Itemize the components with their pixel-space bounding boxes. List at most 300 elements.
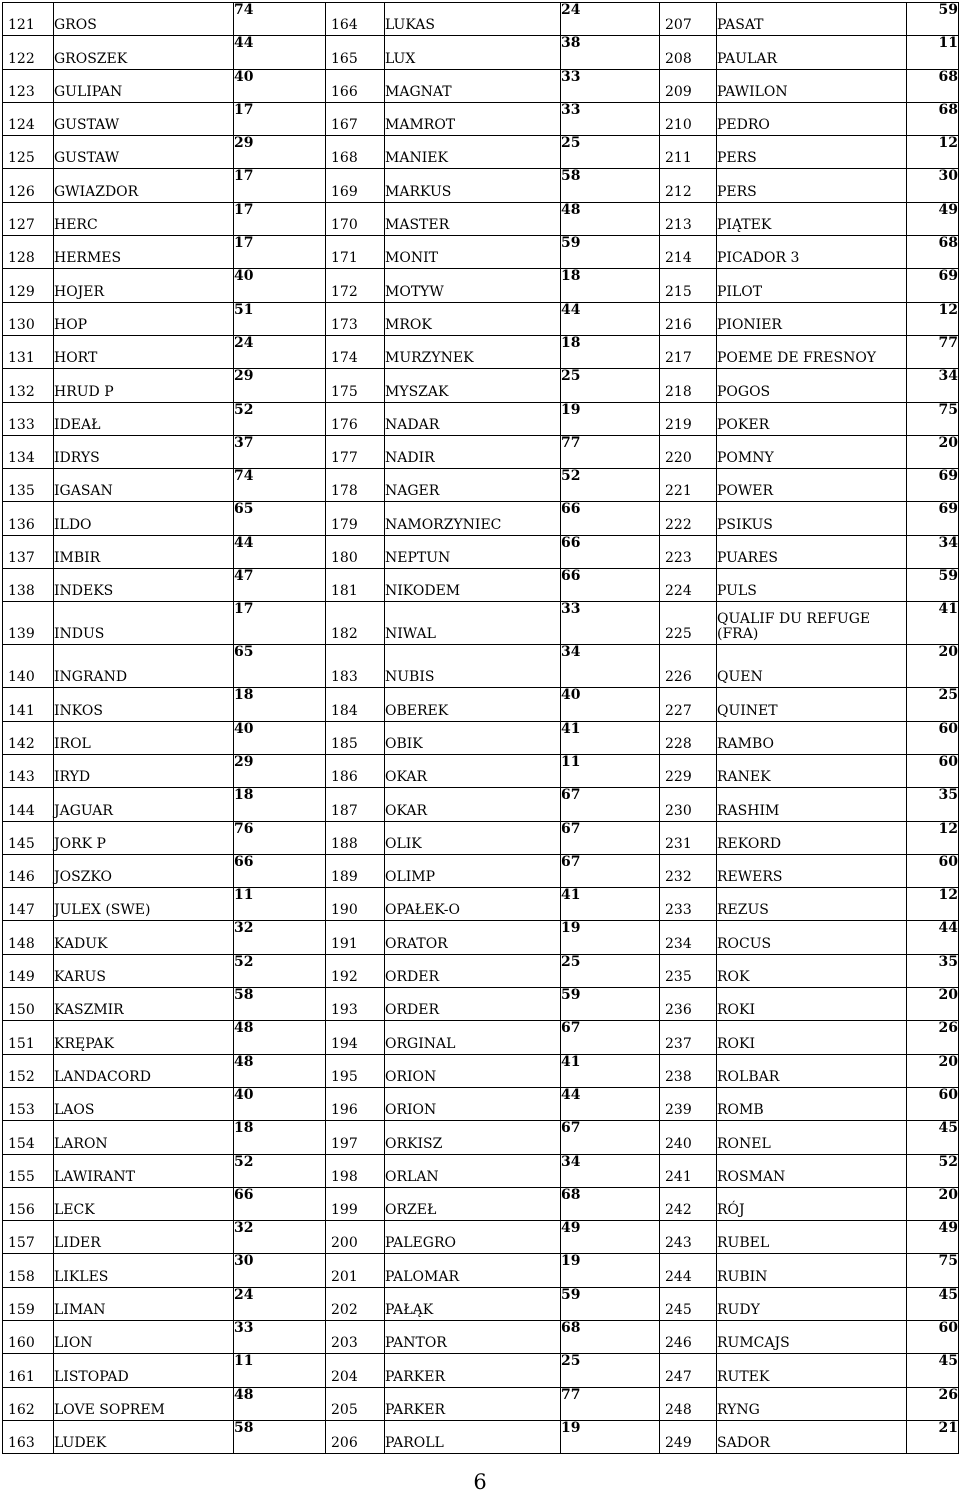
entry-score: 67 [561, 788, 660, 821]
entry-number: 163 [3, 1420, 54, 1453]
entry-score: 20 [907, 1054, 959, 1087]
entry-number: 161 [3, 1354, 54, 1387]
entry-score: 12 [907, 888, 959, 921]
entry-name: KARUS [54, 954, 234, 987]
entry-name: GULIPAN [54, 69, 234, 102]
entry-name: ROKI [717, 988, 907, 1021]
entry-name: OBEREK [385, 688, 561, 721]
entry-score: 41 [561, 888, 660, 921]
entry-score: 75 [907, 1254, 959, 1287]
entry-number: 142 [3, 721, 54, 754]
entry-number: 240 [660, 1121, 717, 1154]
entry-number: 213 [660, 202, 717, 235]
table-row [3, 645, 959, 688]
entry-name: LIMAN [54, 1287, 234, 1320]
entry-name: HOJER [54, 269, 234, 302]
entry-name: RUBIN [717, 1254, 907, 1287]
entry-number: 174 [326, 335, 385, 368]
entry-number: 220 [660, 435, 717, 468]
entry-name: LAOS [54, 1087, 234, 1120]
table-row [3, 1354, 959, 1387]
entry-name: LECK [54, 1187, 234, 1220]
entry-score: 48 [234, 1054, 326, 1087]
entry-name: OLIMP [385, 854, 561, 887]
table-row [3, 302, 959, 335]
table-row [3, 921, 959, 954]
entry-score: 44 [561, 302, 660, 335]
entry-name: LUDEK [54, 1420, 234, 1453]
entry-name: JOSZKO [54, 854, 234, 887]
entry-score: 19 [561, 921, 660, 954]
entry-score: 66 [234, 1187, 326, 1220]
entry-name: PERS [717, 136, 907, 169]
entry-score: 11 [907, 36, 959, 69]
entry-number: 128 [3, 236, 54, 269]
entry-name: RYNG [717, 1387, 907, 1420]
table-row [3, 502, 959, 535]
entry-score: 25 [561, 1354, 660, 1387]
entry-score: 25 [561, 136, 660, 169]
table-row [3, 236, 959, 269]
entry-score: 26 [907, 1387, 959, 1420]
entry-number: 170 [326, 202, 385, 235]
table-row [3, 1187, 959, 1220]
entry-score: 19 [561, 1254, 660, 1287]
entry-number: 219 [660, 402, 717, 435]
entry-number: 147 [3, 888, 54, 921]
entry-name: IRYD [54, 754, 234, 787]
entry-name: REKORD [717, 821, 907, 854]
entry-score: 75 [907, 402, 959, 435]
entry-number: 181 [326, 569, 385, 602]
entry-score: 17 [234, 169, 326, 202]
entry-score: 49 [907, 1221, 959, 1254]
entry-number: 177 [326, 435, 385, 468]
entry-name: POGOS [717, 369, 907, 402]
entry-number: 126 [3, 169, 54, 202]
entry-number: 208 [660, 36, 717, 69]
entry-name: IDRYS [54, 435, 234, 468]
entry-number: 165 [326, 36, 385, 69]
table-row [3, 1320, 959, 1353]
entry-number: 236 [660, 988, 717, 1021]
entry-number: 201 [326, 1254, 385, 1287]
entry-score: 25 [561, 954, 660, 987]
entry-name: PARKER [385, 1387, 561, 1420]
entry-number: 197 [326, 1121, 385, 1154]
entry-number: 221 [660, 469, 717, 502]
table-row [3, 821, 959, 854]
entry-score: 60 [907, 754, 959, 787]
entry-number: 183 [326, 645, 385, 688]
entry-name: RUBEL [717, 1221, 907, 1254]
entry-score: 11 [234, 888, 326, 921]
entry-score: 18 [561, 335, 660, 368]
table-row [3, 1154, 959, 1187]
entry-number: 228 [660, 721, 717, 754]
entry-score: 66 [561, 502, 660, 535]
entry-score: 12 [907, 302, 959, 335]
entry-number: 123 [3, 69, 54, 102]
entry-number: 216 [660, 302, 717, 335]
entry-name: ORION [385, 1054, 561, 1087]
entry-name: LOVE SOPREM [54, 1387, 234, 1420]
entry-score: 35 [907, 954, 959, 987]
page-number: 6 [473, 1470, 487, 1494]
entry-number: 212 [660, 169, 717, 202]
entry-number: 234 [660, 921, 717, 954]
entry-name: ORDER [385, 988, 561, 1021]
entry-name: POMNY [717, 435, 907, 468]
entry-score: 19 [561, 402, 660, 435]
entry-score: 52 [907, 1154, 959, 1187]
table-row [3, 1387, 959, 1420]
table-row [3, 854, 959, 887]
entry-name: LUKAS [385, 3, 561, 36]
entry-name: MONIT [385, 236, 561, 269]
table-row [3, 721, 959, 754]
table-row [3, 688, 959, 721]
entry-number: 243 [660, 1221, 717, 1254]
entry-number: 233 [660, 888, 717, 921]
table-row [3, 602, 959, 645]
entry-number: 166 [326, 69, 385, 102]
entry-number: 121 [3, 3, 54, 36]
entry-score: 20 [907, 988, 959, 1021]
entry-name: ORKISZ [385, 1121, 561, 1154]
entry-score: 58 [561, 169, 660, 202]
entry-number: 249 [660, 1420, 717, 1453]
entry-number: 162 [3, 1387, 54, 1420]
table-row [3, 369, 959, 402]
table-row [3, 3, 959, 36]
entry-number: 237 [660, 1021, 717, 1054]
entry-name: ROMB [717, 1087, 907, 1120]
entry-number: 204 [326, 1354, 385, 1387]
entry-number: 187 [326, 788, 385, 821]
table-row [3, 69, 959, 102]
entry-score: 33 [561, 69, 660, 102]
table-row [3, 1254, 959, 1287]
entry-name: KADUK [54, 921, 234, 954]
entry-number: 230 [660, 788, 717, 821]
entry-score: 33 [561, 102, 660, 135]
entry-name: PANTOR [385, 1320, 561, 1353]
entry-number: 155 [3, 1154, 54, 1187]
table-row [3, 1054, 959, 1087]
table-row [3, 569, 959, 602]
entry-name: OLIK [385, 821, 561, 854]
entry-score: 45 [907, 1287, 959, 1320]
entry-number: 153 [3, 1087, 54, 1120]
entry-number: 199 [326, 1187, 385, 1220]
entry-score: 40 [234, 1087, 326, 1120]
entry-name: PEDRO [717, 102, 907, 135]
entry-number: 244 [660, 1254, 717, 1287]
entry-score: 67 [561, 1121, 660, 1154]
entry-name: MANIEK [385, 136, 561, 169]
entry-name: LION [54, 1320, 234, 1353]
entry-name: HRUD P [54, 369, 234, 402]
entry-score: 68 [907, 69, 959, 102]
table-row [3, 1221, 959, 1254]
entry-score: 20 [907, 435, 959, 468]
entry-score: 44 [907, 921, 959, 954]
entry-score: 40 [234, 721, 326, 754]
entry-number: 136 [3, 502, 54, 535]
entry-score: 59 [561, 988, 660, 1021]
entry-number: 215 [660, 269, 717, 302]
entry-number: 247 [660, 1354, 717, 1387]
entry-score: 67 [561, 854, 660, 887]
entry-score: 59 [561, 1287, 660, 1320]
entry-score: 60 [907, 1320, 959, 1353]
entry-name: ROKI [717, 1021, 907, 1054]
entry-number: 173 [326, 302, 385, 335]
entry-score: 77 [561, 1387, 660, 1420]
entry-score: 32 [234, 1221, 326, 1254]
entry-score: 49 [561, 1221, 660, 1254]
entry-score: 24 [234, 1287, 326, 1320]
entry-score: 25 [561, 369, 660, 402]
entry-number: 205 [326, 1387, 385, 1420]
entry-name: LIDER [54, 1221, 234, 1254]
entry-score: 60 [907, 1087, 959, 1120]
entry-number: 146 [3, 854, 54, 887]
table-row [3, 469, 959, 502]
entry-name: INDEKS [54, 569, 234, 602]
entry-number: 144 [3, 788, 54, 821]
entry-score: 19 [561, 1420, 660, 1453]
entry-score: 24 [561, 3, 660, 36]
entry-number: 198 [326, 1154, 385, 1187]
entry-score: 33 [234, 1320, 326, 1353]
entry-name: PALOMAR [385, 1254, 561, 1287]
entry-name: HERC [54, 202, 234, 235]
table-row [3, 402, 959, 435]
entry-name: REZUS [717, 888, 907, 921]
entry-score: 67 [561, 1021, 660, 1054]
entry-score: 30 [907, 169, 959, 202]
entry-score: 66 [234, 854, 326, 887]
entry-name: MYSZAK [385, 369, 561, 402]
entry-number: 231 [660, 821, 717, 854]
entry-score: 69 [907, 469, 959, 502]
entry-name: NAGER [385, 469, 561, 502]
entry-name: OBIK [385, 721, 561, 754]
entry-number: 190 [326, 888, 385, 921]
entry-score: 29 [234, 754, 326, 787]
table-row [3, 988, 959, 1021]
entry-score: 18 [234, 688, 326, 721]
table-row [3, 1021, 959, 1054]
table-row [3, 1121, 959, 1154]
entry-name: KASZMIR [54, 988, 234, 1021]
entry-name: QUINET [717, 688, 907, 721]
table-row [3, 788, 959, 821]
entry-score: 66 [561, 535, 660, 568]
table-row [3, 102, 959, 135]
entry-score: 44 [234, 535, 326, 568]
entry-number: 246 [660, 1320, 717, 1353]
entry-score: 24 [234, 335, 326, 368]
entry-score: 68 [561, 1187, 660, 1220]
entry-score: 58 [234, 988, 326, 1021]
entry-name: PERS [717, 169, 907, 202]
entry-name: RASHIM [717, 788, 907, 821]
entry-score: 52 [561, 469, 660, 502]
entry-number: 134 [3, 435, 54, 468]
table-row [3, 1287, 959, 1320]
entry-name: MARKUS [385, 169, 561, 202]
entry-score: 74 [234, 3, 326, 36]
entry-score: 12 [907, 821, 959, 854]
entry-score: 32 [234, 921, 326, 954]
entry-name: LIKLES [54, 1254, 234, 1287]
entry-name: PUARES [717, 535, 907, 568]
entry-name: NEPTUN [385, 535, 561, 568]
entry-name: ORATOR [385, 921, 561, 954]
entry-name: RANEK [717, 754, 907, 787]
entry-score: 69 [907, 269, 959, 302]
entry-number: 151 [3, 1021, 54, 1054]
entry-number: 127 [3, 202, 54, 235]
entry-score: 20 [907, 1187, 959, 1220]
entry-score: 41 [561, 721, 660, 754]
entry-score: 40 [234, 69, 326, 102]
entry-name: OKAR [385, 754, 561, 787]
entry-number: 160 [3, 1320, 54, 1353]
entry-name: IMBIR [54, 535, 234, 568]
entry-score: 44 [561, 1087, 660, 1120]
entry-number: 184 [326, 688, 385, 721]
entry-score: 17 [234, 236, 326, 269]
entry-score: 52 [234, 1154, 326, 1187]
table-row [3, 535, 959, 568]
entry-name: PARKER [385, 1354, 561, 1387]
entry-number: 150 [3, 988, 54, 1021]
entry-name: LANDACORD [54, 1054, 234, 1087]
entry-score: 35 [907, 788, 959, 821]
entry-name: LUX [385, 36, 561, 69]
entry-name: LISTOPAD [54, 1354, 234, 1387]
entry-number: 186 [326, 754, 385, 787]
entry-score: 17 [234, 602, 326, 645]
entry-name: NIWAL [385, 602, 561, 645]
entry-number: 245 [660, 1287, 717, 1320]
entry-name: OPAŁEK-O [385, 888, 561, 921]
entry-score: 40 [561, 688, 660, 721]
entry-number: 223 [660, 535, 717, 568]
entry-name: IROL [54, 721, 234, 754]
entry-name: PAWILON [717, 69, 907, 102]
entry-number: 248 [660, 1387, 717, 1420]
entry-name: MOTYW [385, 269, 561, 302]
entry-score: 44 [234, 36, 326, 69]
entry-score: 34 [561, 1154, 660, 1187]
entry-score: 25 [907, 688, 959, 721]
entry-number: 222 [660, 502, 717, 535]
entry-score: 33 [561, 602, 660, 645]
entry-score: 11 [234, 1354, 326, 1387]
entry-number: 195 [326, 1054, 385, 1087]
entry-name: POEME DE FRESNOY [717, 335, 907, 368]
entry-score: 68 [907, 102, 959, 135]
entry-number: 159 [3, 1287, 54, 1320]
entry-name: ORION [385, 1087, 561, 1120]
entry-name: GROSZEK [54, 36, 234, 69]
entry-score: 17 [234, 102, 326, 135]
entry-score: 48 [234, 1021, 326, 1054]
entry-score: 26 [907, 1021, 959, 1054]
entry-name: PICADOR 3 [717, 236, 907, 269]
entry-number: 141 [3, 688, 54, 721]
entry-score: 51 [234, 302, 326, 335]
entry-score: 18 [234, 1121, 326, 1154]
entry-number: 135 [3, 469, 54, 502]
entry-name: ROCUS [717, 921, 907, 954]
entry-number: 224 [660, 569, 717, 602]
entry-number: 171 [326, 236, 385, 269]
entry-score: 68 [907, 236, 959, 269]
entry-name: RÓJ [717, 1187, 907, 1220]
entry-name: POKER [717, 402, 907, 435]
entry-score: 20 [907, 645, 959, 688]
entry-number: 122 [3, 36, 54, 69]
entry-number: 207 [660, 3, 717, 36]
entry-name: MAGNAT [385, 69, 561, 102]
entry-number: 189 [326, 854, 385, 887]
entry-number: 200 [326, 1221, 385, 1254]
entry-score: 74 [234, 469, 326, 502]
table-row [3, 36, 959, 69]
entry-number: 175 [326, 369, 385, 402]
entry-number: 158 [3, 1254, 54, 1287]
entry-name: MAMROT [385, 102, 561, 135]
entry-number: 139 [3, 602, 54, 645]
entry-score: 18 [561, 269, 660, 302]
entry-number: 185 [326, 721, 385, 754]
table-row [3, 1087, 959, 1120]
entry-number: 227 [660, 688, 717, 721]
entry-number: 156 [3, 1187, 54, 1220]
register-table [2, 2, 959, 1454]
entry-number: 241 [660, 1154, 717, 1187]
entry-number: 145 [3, 821, 54, 854]
entry-name: PSIKUS [717, 502, 907, 535]
entry-name: PIĄTEK [717, 202, 907, 235]
entry-name: RONEL [717, 1121, 907, 1154]
entry-score: 65 [234, 502, 326, 535]
entry-score: 11 [561, 754, 660, 787]
entry-score: 34 [561, 645, 660, 688]
entry-score: 48 [561, 202, 660, 235]
entry-number: 169 [326, 169, 385, 202]
entry-score: 47 [234, 569, 326, 602]
table-row [3, 954, 959, 987]
entry-name: ROSMAN [717, 1154, 907, 1187]
entry-number: 239 [660, 1087, 717, 1120]
entry-number: 226 [660, 645, 717, 688]
entry-number: 210 [660, 102, 717, 135]
entry-name: POWER [717, 469, 907, 502]
entry-number: 192 [326, 954, 385, 987]
entry-number: 203 [326, 1320, 385, 1353]
entry-number: 217 [660, 335, 717, 368]
entry-score: 18 [234, 788, 326, 821]
entry-score: 45 [907, 1354, 959, 1387]
table-row [3, 435, 959, 468]
